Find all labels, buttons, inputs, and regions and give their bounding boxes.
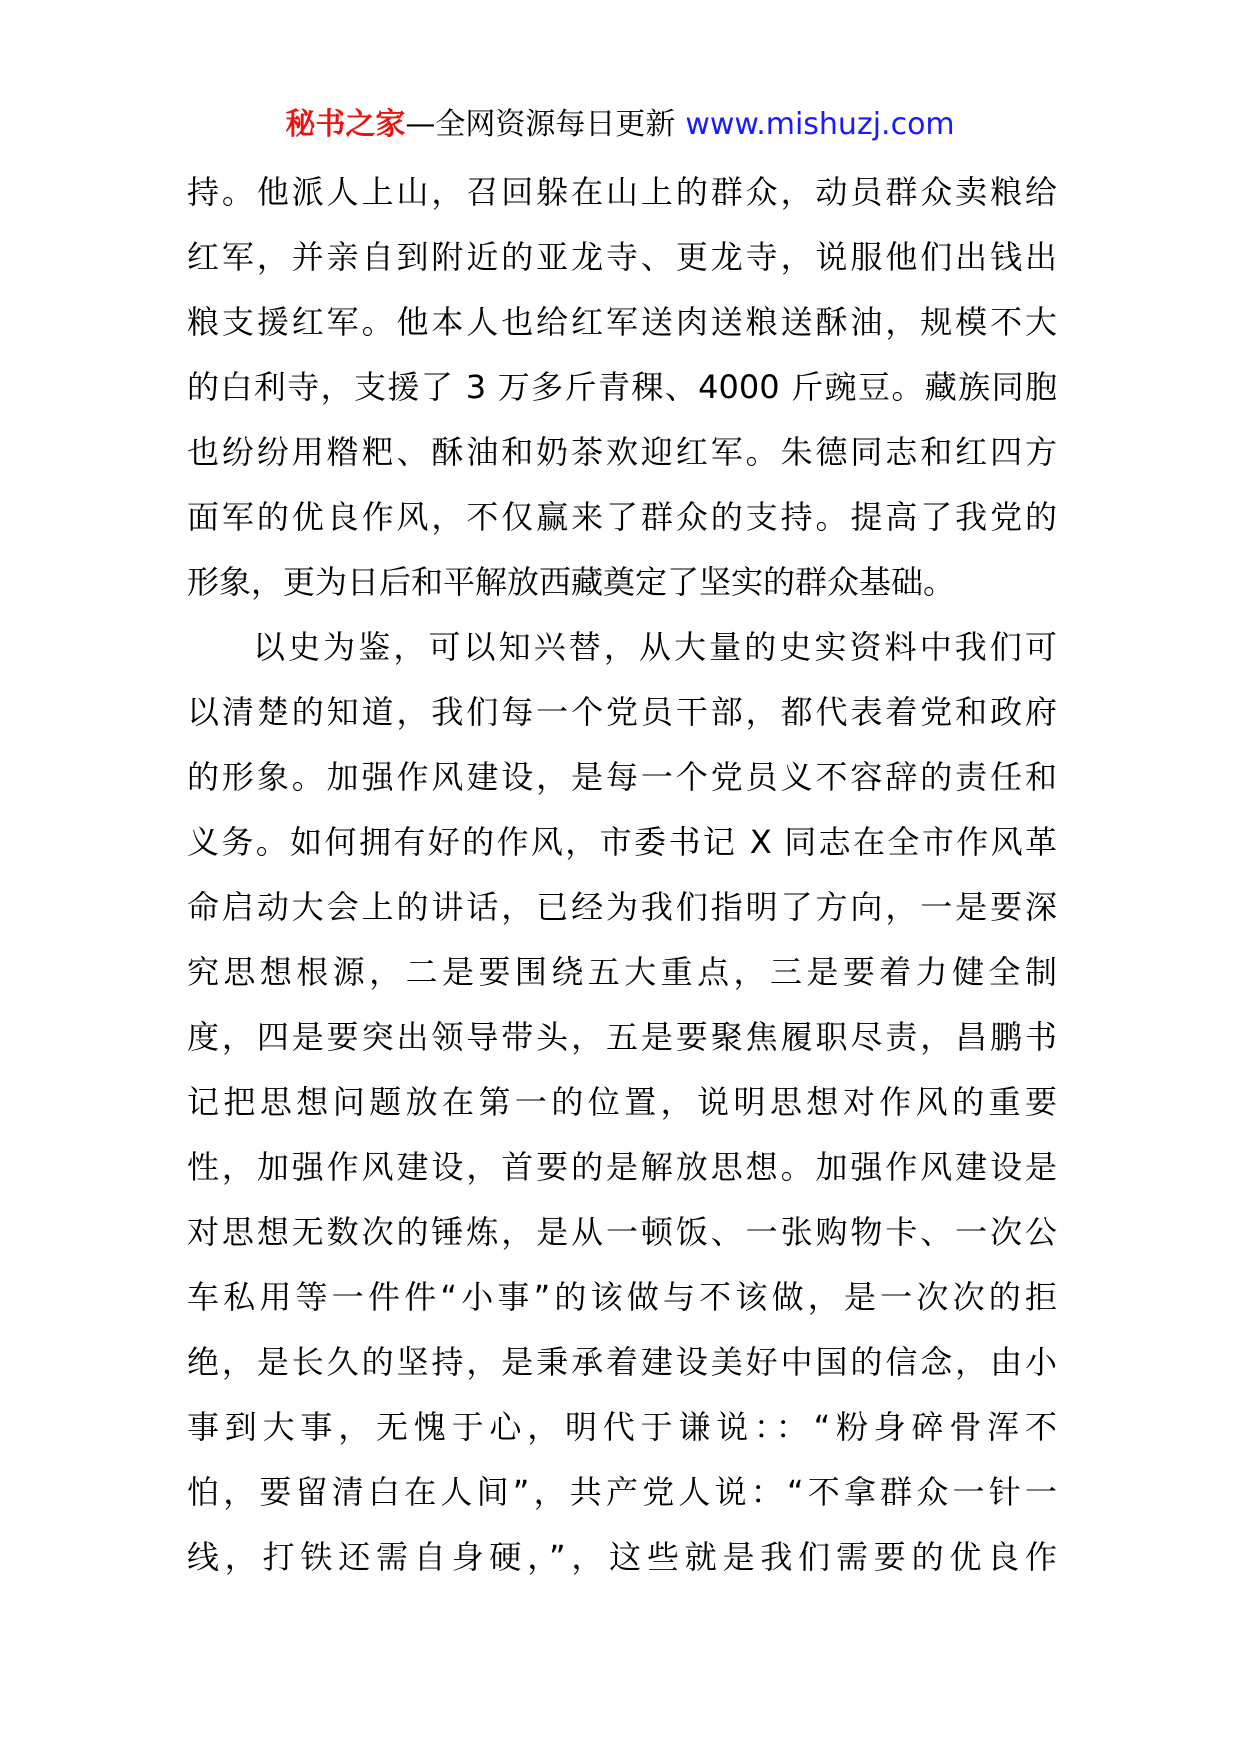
paragraph-2: [187, 615, 1057, 1590]
text-line: 义务。如何拥有好的作风，市委书记 X 同志在全市作风革: [187, 823, 1057, 861]
text-line: 记把思想问题放在第一的位置，说明思想对作风的重要: [187, 1083, 1057, 1121]
text-line: 的白利寺，支援了 3 万多斤青稞、4000 斤豌豆。藏族同胞: [187, 368, 1057, 406]
text-line: 车私用等一件件“小事”的该做与不该做，是一次次的拒: [187, 1278, 1057, 1316]
body-text: [187, 160, 1057, 1590]
site-tagline: —全网资源每日更新: [405, 107, 676, 142]
text-line: 持。他派人上山，召回躲在山上的群众，动员群众卖粮给: [187, 173, 1057, 211]
text-line: 粮支援红军。他本人也给红军送肉送粮送酥油，规模不大: [187, 303, 1057, 341]
text-line: 怕，要留清白在人间”，共产党人说：“不拿群众一针一: [187, 1473, 1057, 1511]
text-line: 对思想无数次的锤炼，是从一顿饭、一张购物卡、一次公: [187, 1213, 1057, 1251]
text-line: 性，加强作风建设，首要的是解放思想。加强作风建设是: [187, 1148, 1057, 1186]
text-line: 以史为鉴，可以知兴替，从大量的史实资料中我们可: [253, 628, 1057, 666]
text-line: 的形象。加强作风建设，是每一个党员义不容辞的责任和: [187, 758, 1057, 796]
text-line: 度，四是要突出领导带头，五是要聚焦履职尽责，昌鹏书: [187, 1018, 1057, 1056]
text-line: 红军，并亲自到附近的亚龙寺、更龙寺，说服他们出钱出: [187, 238, 1057, 276]
page-header: [0, 100, 1240, 150]
paragraph-1: [187, 160, 1057, 615]
site-brand: 秘书之家: [285, 107, 406, 142]
text-line: 绝，是长久的坚持，是秉承着建设美好中国的信念，由小: [187, 1343, 1057, 1381]
text-line: 线，打铁还需自身硬，”，这些就是我们需要的优良作: [187, 1538, 1057, 1576]
text-line: 命启动大会上的讲话，已经为我们指明了方向，一是要深: [187, 888, 1057, 926]
text-line: 面军的优良作风，不仅赢来了群众的支持。提高了我党的: [187, 498, 1057, 536]
text-line: 形象，更为日后和平解放西藏奠定了坚实的群众基础。: [187, 563, 956, 601]
text-line: 事到大事，无愧于心，明代于谦说：：“粉身碎骨浑不: [187, 1408, 1057, 1446]
text-line: 以清楚的知道，我们每一个党员干部，都代表着党和政府: [187, 693, 1057, 731]
text-line: 究思想根源，二是要围绕五大重点，三是要着力健全制: [187, 953, 1057, 991]
site-url-link[interactable]: www.mishuzj.com: [685, 107, 955, 142]
text-line: 也纷纷用糌粑、酥油和奶茶欢迎红军。朱德同志和红四方: [187, 433, 1057, 471]
